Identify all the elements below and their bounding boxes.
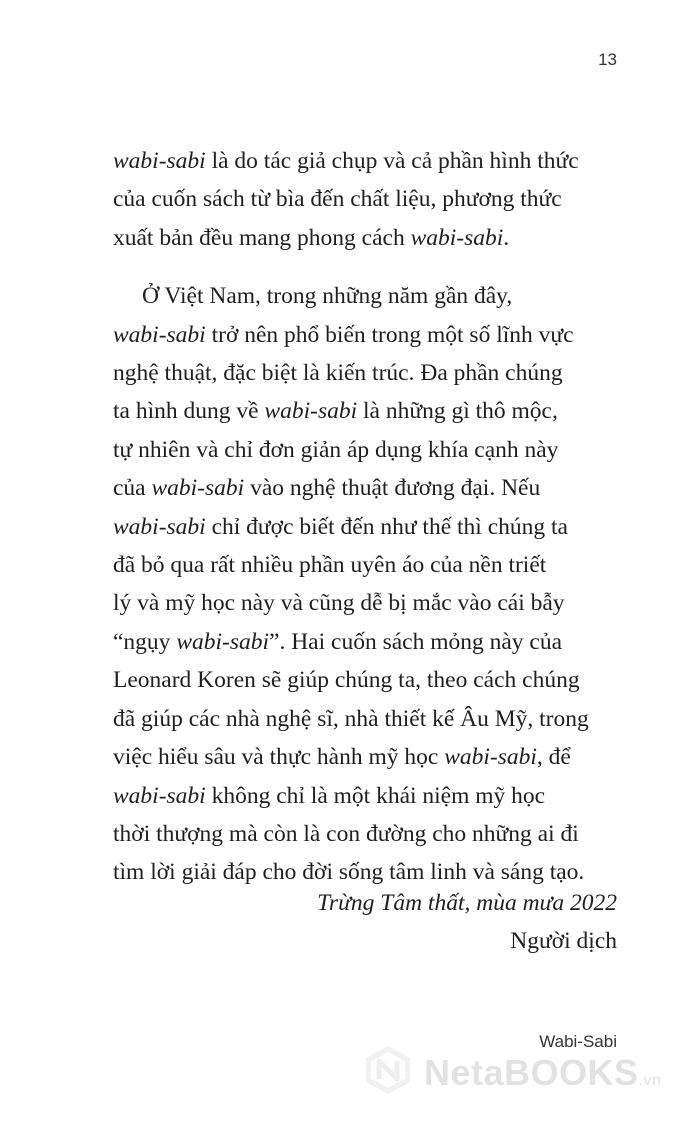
text-line <box>113 738 653 776</box>
italic-term: wabi-sabi <box>264 398 358 425</box>
text-line <box>113 700 653 738</box>
text-line <box>113 623 653 661</box>
italic-term: wabi-sabi <box>113 148 206 174</box>
watermark <box>362 1044 661 1101</box>
signature-role: Người dịch <box>510 928 617 955</box>
text-line <box>113 392 653 430</box>
text-segment: lý và mỹ học này và cũng dễ bị mắc vào cái bẫy <box>113 590 565 617</box>
text-line <box>113 316 653 354</box>
text-segment: tìm lời giải đáp cho đời sống tâm linh và sáng tạo. <box>113 859 585 886</box>
watermark-brand: NetaBOOKS <box>424 1051 639 1093</box>
paragraph-gap <box>113 257 653 277</box>
text-segment: không chỉ là một khái niệm mỹ học <box>205 782 546 809</box>
paragraph <box>113 142 653 257</box>
text-segment: là những gì thô mộc, <box>357 398 558 425</box>
page-number: 13 <box>598 50 617 69</box>
text-segment: xuất bản đều mang phong cách <box>113 224 411 251</box>
text-segment: ta hình dung về <box>113 398 265 425</box>
italic-term: wabi-sabi <box>410 224 504 251</box>
text-line <box>113 354 653 392</box>
text-segment: . <box>503 224 510 251</box>
text-line <box>113 277 653 315</box>
italic-term: wabi-sabi <box>151 475 245 502</box>
text-segment: chỉ được biết đến như thế thì chúng ta <box>205 513 568 540</box>
netabooks-logo-icon <box>362 1044 414 1101</box>
text-segment: vào nghệ thuật đương đại. Nếu <box>244 475 541 502</box>
text-segment: thời thượng mà còn là con đường cho những ai đi <box>113 820 579 847</box>
text-line <box>113 584 653 622</box>
italic-term: wabi-sabi <box>113 782 206 809</box>
text-line <box>113 546 653 584</box>
signature-block <box>317 884 617 961</box>
text-segment: tự nhiên và chỉ đơn giản áp dụng khía cạnh này <box>113 436 559 463</box>
text-line <box>113 469 653 507</box>
text-segment: Leonard Koren sẽ giúp chúng ta, theo cách chúng <box>113 667 580 694</box>
text-line <box>113 219 653 257</box>
text-segment: là do tác giả chụp và cả phần hình thức <box>205 148 579 174</box>
italic-term: wabi-sabi <box>444 744 537 771</box>
text-segment: ”. Hai cuốn sách mỏng này của <box>269 628 563 655</box>
text-line <box>113 431 653 469</box>
text-segment: trở nên phổ biến trong một số lĩnh vực <box>205 321 574 348</box>
text-line <box>113 661 653 699</box>
text-line <box>113 142 653 180</box>
watermark-suffix: .vn <box>638 1071 662 1089</box>
text-segment: đã giúp các nhà nghệ sĩ, nhà thiết kế Âu Mỹ, trong <box>113 705 589 732</box>
text-line <box>113 508 653 546</box>
paragraph <box>113 277 653 892</box>
text-line <box>113 815 653 853</box>
text-line <box>113 180 653 218</box>
text-segment: Ở Việt Nam, trong những năm gần đây, <box>142 283 513 310</box>
text-segment: việc hiểu sâu và thực hành mỹ học <box>113 744 445 771</box>
footer-book-title: Wabi-Sabi <box>539 1032 617 1051</box>
italic-term: wabi-sabi <box>176 628 270 655</box>
signature-place-date: Trừng Tâm thất, mùa mưa 2022 <box>317 890 617 916</box>
text-segment: , để <box>536 744 571 771</box>
italic-term: wabi-sabi <box>113 321 206 348</box>
text-segment: đã bỏ qua rất nhiều phần uyên áo của nền triết <box>113 552 547 579</box>
text-segment: nghệ thuật, đặc biệt là kiến trúc. Đa phần chúng <box>113 360 563 387</box>
text-segment: “ngụy <box>113 628 177 655</box>
text-line <box>113 777 653 815</box>
italic-term: wabi-sabi <box>113 513 206 540</box>
body-text <box>113 142 653 892</box>
text-segment: của cuốn sách từ bìa đến chất liệu, phương thức <box>113 186 562 213</box>
text-segment: của <box>113 475 152 502</box>
